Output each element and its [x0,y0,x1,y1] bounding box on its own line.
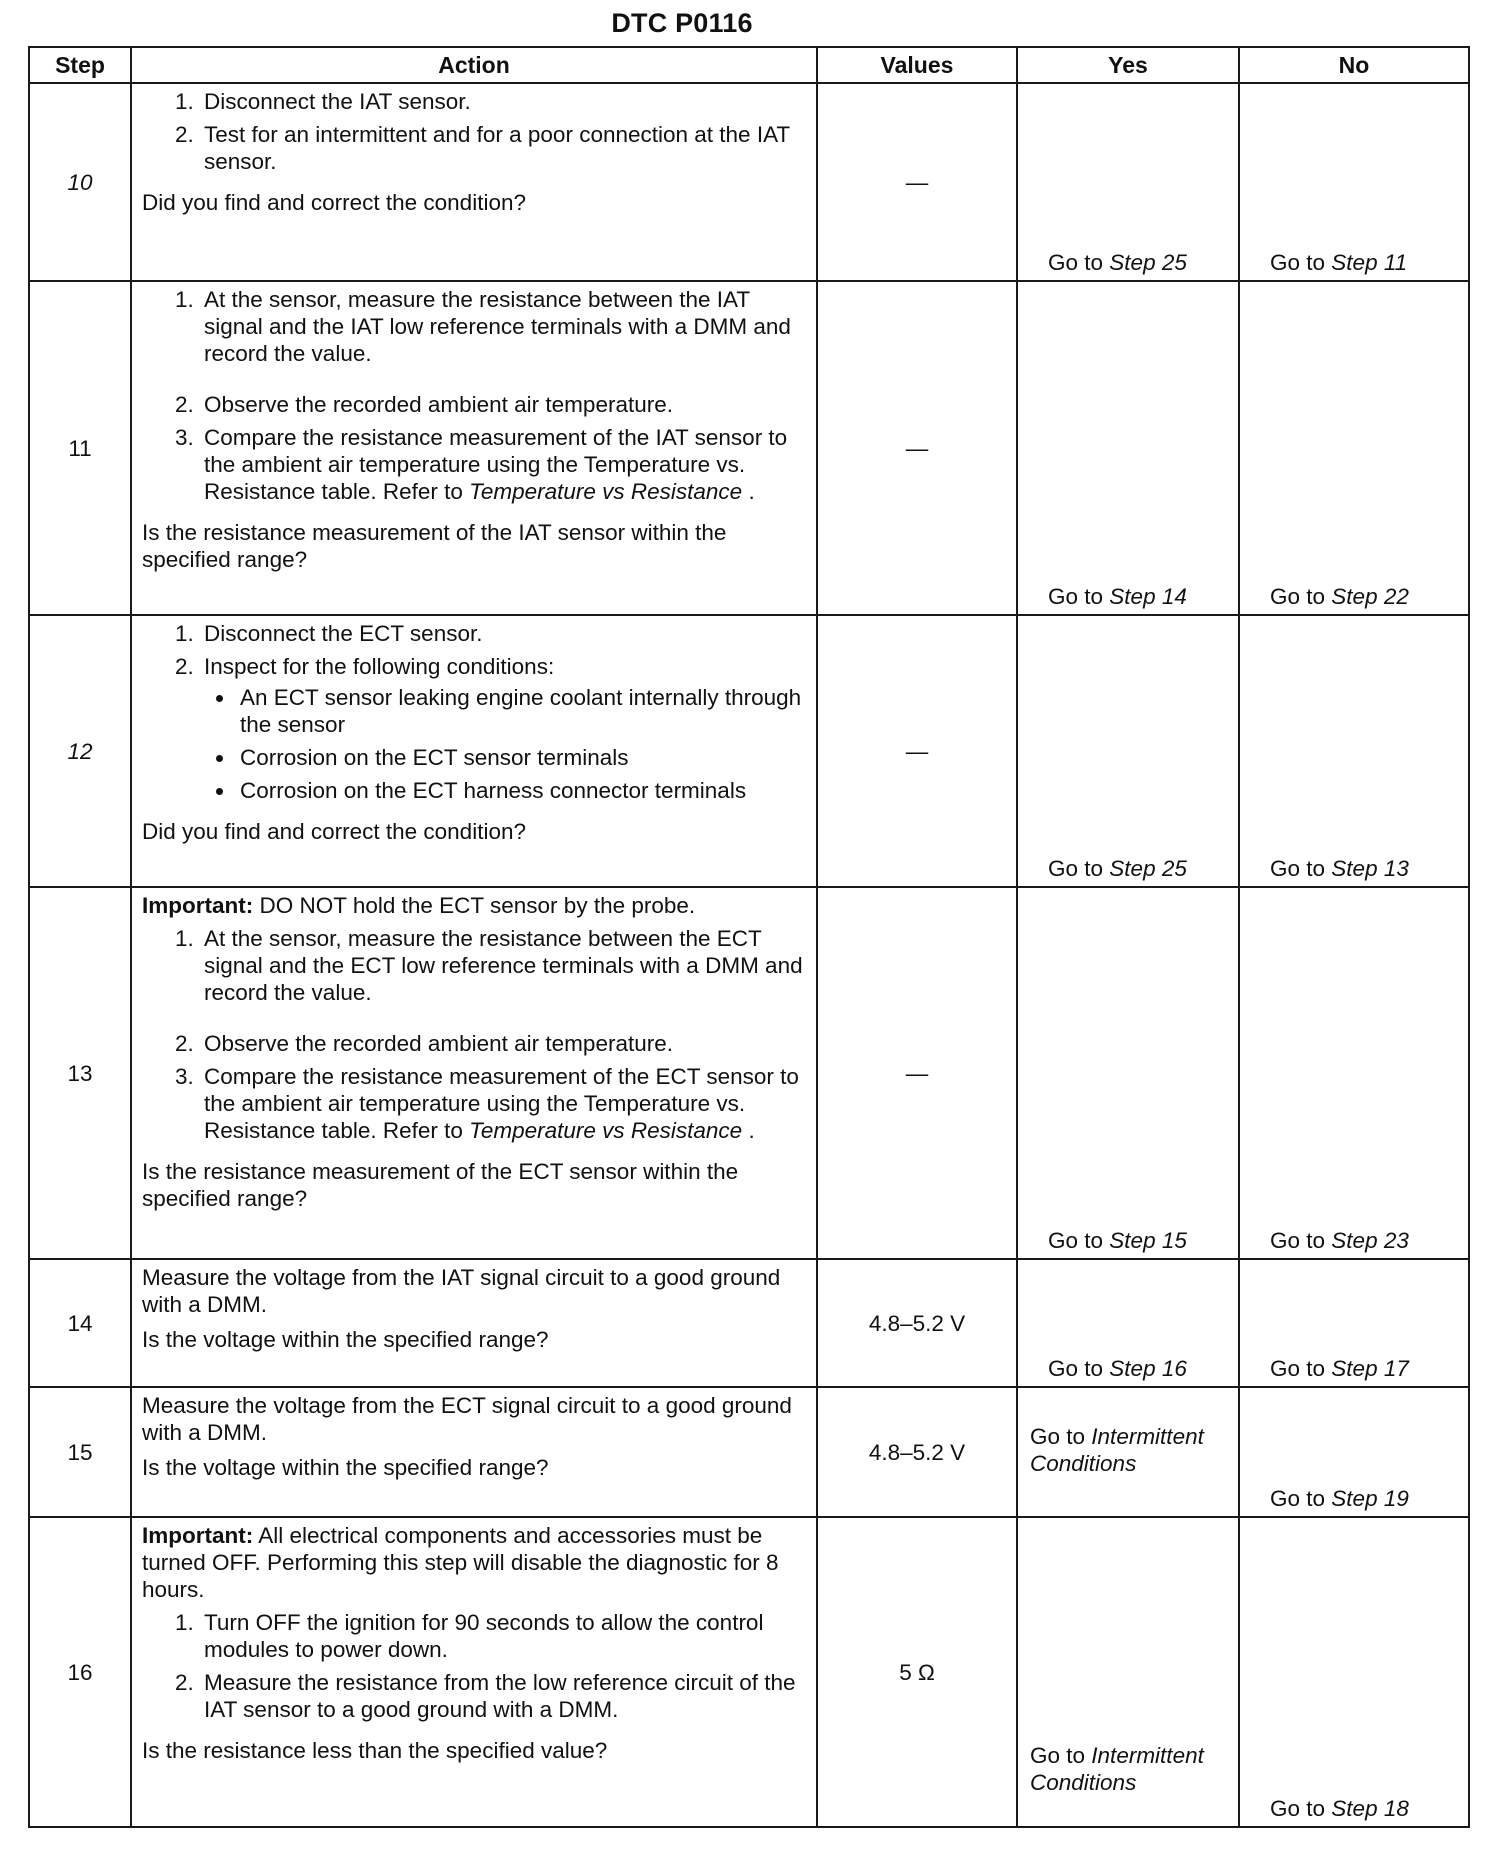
yes-cell: Go to Step 15 [1017,887,1239,1259]
yes-cell: Go to Intermittent Conditions [1017,1387,1239,1517]
value-cell: — [817,887,1017,1259]
no-target: Step 23 [1331,1228,1409,1253]
no-cell: Go to Step 13 [1239,615,1469,887]
action-item: 3. Compare the resistance measurement of the IAT sensor to the ambient air temperature using the Temperature vs. Resistance table. Refer to Temperature vs Resistance . [200,424,806,505]
bullet-item: • An ECT sensor leaking engine coolant internally through the sensor [236,684,806,738]
table-row [29,1259,1469,1387]
header-no: No [1239,47,1469,83]
action-cell [131,281,817,615]
no-target: Step 18 [1331,1796,1409,1821]
no-cell: Go to Step 22 [1239,281,1469,615]
action-cell [131,1517,817,1827]
table-row [29,1517,1469,1827]
action-cell [131,887,817,1259]
action-cell [131,83,817,281]
value-cell: 5 Ω [817,1517,1017,1827]
diagnostic-table [28,46,1470,1828]
no-target: Step 11 [1331,250,1408,275]
action-item: 2. Test for an intermittent and for a poor connection at the IAT sensor. [200,121,806,175]
action-text: Measure the voltage from the IAT signal circuit to a good ground with a DMM. [142,1265,781,1317]
important-note: Important: DO NOT hold the ECT sensor by the probe. [142,893,696,918]
action-question: Did you find and correct the condition? [142,819,526,844]
table-row [29,615,1469,887]
action-item: 1. At the sensor, measure the resistance between the IAT signal and the IAT low reference terminals with a DMM and record the value. [200,286,806,367]
header-action: Action [131,47,817,83]
bullet-item: • Corrosion on the ECT harness connector terminals [236,777,806,804]
value-cell: — [817,615,1017,887]
page-title: DTC P0116 [611,8,753,38]
bullet-item: • Corrosion on the ECT sensor terminals [236,744,806,771]
action-question: Is the resistance measurement of the IAT sensor within the specified range? [142,520,727,572]
step-number: 12 [29,615,131,887]
yes-target: Step 16 [1109,1356,1187,1381]
step-number: 15 [29,1387,131,1517]
no-cell: Go to Step 19 [1239,1387,1469,1517]
no-target: Step 17 [1331,1356,1409,1381]
action-cell [131,1387,817,1517]
action-item: 1. Disconnect the ECT sensor. [200,620,806,647]
table-row [29,83,1469,281]
no-cell: Go to Step 11 [1239,83,1469,281]
table-row [29,281,1469,615]
step-number: 14 [29,1259,131,1387]
action-item: 2. Inspect for the following conditions: • An ECT sensor leaking engine coolant internally through the sensor • Corrosion on the ECT sensor terminals • Corrosion on the ECT harness connector terminals [200,653,806,804]
step-number: 10 [29,83,131,281]
yes-cell: Go to Step 25 [1017,615,1239,887]
action-cell [131,615,817,887]
yes-target: Step 15 [1109,1228,1187,1253]
value-cell: — [817,83,1017,281]
important-note: Important: All electrical components and accessories must be turned OFF. Performing this step will disable the diagnostic for 8 hours. [142,1523,779,1602]
no-cell: Go to Step 17 [1239,1259,1469,1387]
yes-cell: Go to Intermittent Conditions [1017,1517,1239,1827]
value-cell: — [817,281,1017,615]
action-item: 3. Compare the resistance measurement of the ECT sensor to the ambient air temperature using the Temperature vs. Resistance table. Refer to Temperature vs Resistance . [200,1063,806,1144]
action-item: 2. Measure the resistance from the low reference circuit of the IAT sensor to a good ground with a DMM. [200,1669,806,1723]
action-item: 1. Turn OFF the ignition for 90 seconds to allow the control modules to power down. [200,1609,806,1663]
action-item: 2. Observe the recorded ambient air temperature. [200,391,806,418]
value-cell: 4.8–5.2 V [817,1259,1017,1387]
table-row [29,887,1469,1259]
header-values: Values [817,47,1017,83]
yes-cell: Go to Step 25 [1017,83,1239,281]
no-target: Step 13 [1331,856,1409,881]
step-number: 13 [29,887,131,1259]
yes-target: Step 25 [1109,250,1187,275]
no-target: Step 22 [1331,584,1409,609]
header-step: Step [29,47,131,83]
action-question: Is the voltage within the specified range? [142,1327,549,1352]
action-item: 2. Observe the recorded ambient air temperature. [200,1030,806,1057]
table-row [29,1387,1469,1517]
action-question: Is the voltage within the specified range? [142,1455,549,1480]
yes-target: Intermittent Conditions [1030,1743,1204,1795]
yes-cell: Go to Step 14 [1017,281,1239,615]
no-target: Step 19 [1331,1486,1409,1511]
yes-target: Step 14 [1109,584,1187,609]
action-item: 1. Disconnect the IAT sensor. [200,88,806,115]
header-yes: Yes [1017,47,1239,83]
yes-cell: Go to Step 16 [1017,1259,1239,1387]
value-cell: 4.8–5.2 V [817,1387,1017,1517]
yes-target: Intermittent Conditions [1030,1424,1204,1476]
step-number: 11 [29,281,131,615]
yes-target: Step 25 [1109,856,1187,881]
action-cell [131,1259,817,1387]
step-number: 16 [29,1517,131,1827]
no-cell: Go to Step 23 [1239,887,1469,1259]
header-row [29,47,1469,83]
action-question: Is the resistance less than the specified value? [142,1738,608,1763]
no-cell: Go to Step 18 [1239,1517,1469,1827]
action-question: Is the resistance measurement of the ECT sensor within the specified range? [142,1159,739,1211]
action-item: 1. At the sensor, measure the resistance between the ECT signal and the ECT low reference terminals with a DMM and record the value. [200,925,806,1006]
action-question: Did you find and correct the condition? [142,190,526,215]
action-text: Measure the voltage from the ECT signal circuit to a good ground with a DMM. [142,1393,792,1445]
